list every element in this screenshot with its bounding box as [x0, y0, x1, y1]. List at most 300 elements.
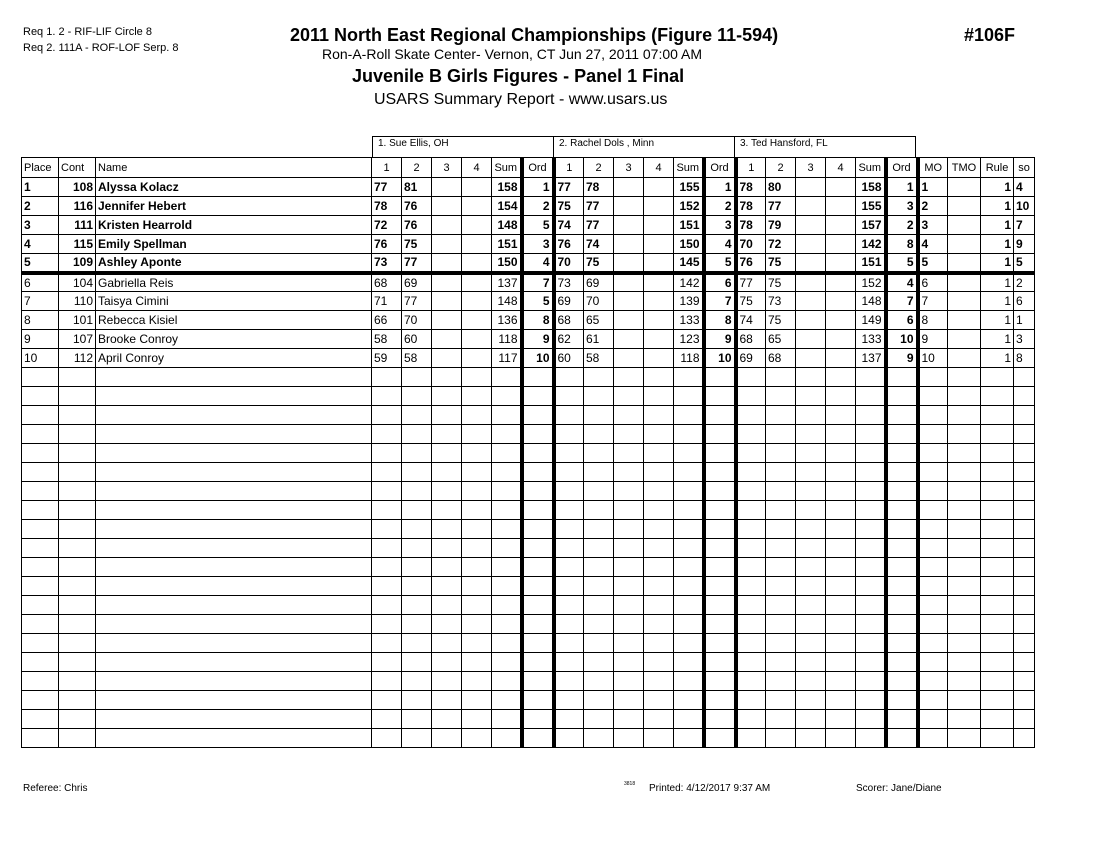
score-cell — [826, 311, 856, 330]
score-cell — [462, 596, 492, 615]
ordinal-cell: 10 — [704, 349, 736, 368]
score-cell — [826, 216, 856, 235]
sum-cell — [492, 539, 522, 558]
ordinal-cell — [704, 501, 736, 520]
score-cell — [372, 596, 402, 615]
sum-cell — [856, 672, 886, 691]
score-cell — [736, 501, 766, 520]
score-cell — [432, 197, 462, 216]
ordinal-cell: 7 — [522, 273, 554, 292]
score-cell — [736, 691, 766, 710]
sum-cell: 152 — [674, 197, 704, 216]
ordinal-cell — [886, 368, 918, 387]
score-cell — [462, 539, 492, 558]
skater-name-cell: April Conroy — [96, 349, 372, 368]
score-cell — [584, 710, 614, 729]
score-cell: 68 — [766, 349, 796, 368]
score-cell — [796, 729, 826, 748]
place-cell: 2 — [22, 197, 59, 216]
score-cell — [766, 729, 796, 748]
score-cell — [796, 710, 826, 729]
skater-name-cell — [96, 482, 372, 501]
score-cell — [736, 596, 766, 615]
so-cell — [1014, 558, 1035, 577]
ordinal-cell — [704, 672, 736, 691]
sum-cell — [492, 596, 522, 615]
score-cell: 77 — [402, 292, 432, 311]
column-header: Ord — [522, 158, 554, 178]
place-cell: 4 — [22, 235, 59, 254]
tmo-cell — [948, 387, 981, 406]
ordinal-cell: 4 — [886, 273, 918, 292]
score-cell — [614, 672, 644, 691]
skater-name-cell: Taisya Cimini — [96, 292, 372, 311]
score-cell — [584, 691, 614, 710]
score-cell: 58 — [402, 349, 432, 368]
score-cell: 74 — [584, 235, 614, 254]
score-cell — [554, 710, 584, 729]
score-cell — [554, 577, 584, 596]
mo-cell: 3 — [918, 216, 948, 235]
sum-cell — [492, 634, 522, 653]
sum-cell — [856, 653, 886, 672]
mo-cell — [918, 577, 948, 596]
score-cell — [614, 463, 644, 482]
tmo-cell — [948, 691, 981, 710]
skater-name-cell — [96, 729, 372, 748]
contestant-number-cell — [59, 615, 96, 634]
tmo-cell — [948, 311, 981, 330]
sum-cell — [674, 501, 704, 520]
score-cell — [432, 330, 462, 349]
score-cell — [554, 615, 584, 634]
ordinal-cell — [522, 501, 554, 520]
score-cell — [766, 691, 796, 710]
score-cell — [432, 254, 462, 273]
score-cell — [402, 482, 432, 501]
ordinal-cell — [886, 577, 918, 596]
sum-cell — [674, 634, 704, 653]
table-row — [22, 520, 1035, 539]
score-cell — [554, 444, 584, 463]
score-cell: 74 — [736, 311, 766, 330]
mo-cell — [918, 482, 948, 501]
rule-cell: 1 — [981, 254, 1014, 273]
sum-cell — [674, 615, 704, 634]
sum-cell — [492, 672, 522, 691]
score-cell — [372, 482, 402, 501]
score-cell — [462, 729, 492, 748]
score-cell — [614, 653, 644, 672]
score-cell — [372, 368, 402, 387]
column-header: 1 — [372, 158, 402, 178]
sum-cell — [492, 425, 522, 444]
score-cell — [614, 558, 644, 577]
score-cell — [432, 273, 462, 292]
column-header: 3 — [432, 158, 462, 178]
score-cell — [402, 558, 432, 577]
sum-cell — [856, 444, 886, 463]
ordinal-cell — [704, 558, 736, 577]
score-cell — [614, 368, 644, 387]
tmo-cell — [948, 463, 981, 482]
table-row — [22, 368, 1035, 387]
rule-cell — [981, 406, 1014, 425]
table-row — [22, 729, 1035, 748]
ordinal-cell: 5 — [704, 254, 736, 273]
score-cell — [796, 235, 826, 254]
place-cell — [22, 368, 59, 387]
ordinal-cell: 7 — [886, 292, 918, 311]
skater-name-cell — [96, 653, 372, 672]
sum-cell — [856, 368, 886, 387]
score-cell — [644, 330, 674, 349]
ordinal-cell: 5 — [522, 216, 554, 235]
score-cell — [462, 691, 492, 710]
sum-cell: 145 — [674, 254, 704, 273]
score-cell: 75 — [554, 197, 584, 216]
ordinal-cell — [704, 539, 736, 558]
score-cell — [432, 216, 462, 235]
place-cell — [22, 672, 59, 691]
score-cell — [584, 368, 614, 387]
score-cell — [614, 482, 644, 501]
score-cell — [462, 634, 492, 653]
score-cell — [402, 672, 432, 691]
score-cell: 60 — [554, 349, 584, 368]
score-cell — [462, 387, 492, 406]
score-cell — [766, 615, 796, 634]
score-cell — [826, 387, 856, 406]
sum-cell — [674, 406, 704, 425]
ordinal-cell — [522, 425, 554, 444]
score-cell — [614, 729, 644, 748]
score-cell: 77 — [584, 197, 614, 216]
judge-2-label: 2. Rachel Dols , Minn — [553, 136, 735, 157]
skater-name-cell: Gabriella Reis — [96, 273, 372, 292]
mo-cell: 6 — [918, 273, 948, 292]
score-cell — [796, 349, 826, 368]
score-cell — [826, 615, 856, 634]
sum-cell — [674, 558, 704, 577]
ordinal-cell — [522, 672, 554, 691]
place-cell — [22, 691, 59, 710]
score-cell — [462, 349, 492, 368]
score-cell — [644, 501, 674, 520]
so-cell: 10 — [1014, 197, 1035, 216]
table-row — [22, 615, 1035, 634]
column-header: Rule — [981, 158, 1014, 178]
score-cell: 76 — [554, 235, 584, 254]
ordinal-cell — [522, 577, 554, 596]
score-cell — [614, 596, 644, 615]
column-header: 1 — [736, 158, 766, 178]
sum-cell: 152 — [856, 273, 886, 292]
score-cell — [826, 577, 856, 596]
score-cell — [402, 577, 432, 596]
rule-cell — [981, 577, 1014, 596]
score-cell — [462, 406, 492, 425]
score-cell — [644, 539, 674, 558]
sum-cell — [492, 387, 522, 406]
ordinal-cell — [886, 596, 918, 615]
so-cell — [1014, 406, 1035, 425]
score-cell — [462, 615, 492, 634]
score-cell — [462, 558, 492, 577]
contestant-number-cell — [59, 444, 96, 463]
ordinal-cell — [886, 482, 918, 501]
mo-cell: 1 — [918, 178, 948, 197]
score-cell — [826, 197, 856, 216]
score-cell: 65 — [584, 311, 614, 330]
score-cell — [796, 292, 826, 311]
score-cell — [796, 615, 826, 634]
sum-cell — [856, 482, 886, 501]
score-cell: 77 — [584, 216, 614, 235]
rule-cell — [981, 634, 1014, 653]
ordinal-cell — [522, 539, 554, 558]
score-cell — [826, 463, 856, 482]
table-row — [22, 710, 1035, 729]
place-cell — [22, 710, 59, 729]
ordinal-cell: 2 — [522, 197, 554, 216]
ordinal-cell — [886, 463, 918, 482]
score-cell — [766, 558, 796, 577]
table-row — [22, 387, 1035, 406]
contestant-number-cell — [59, 482, 96, 501]
score-cell — [736, 387, 766, 406]
score-cell — [462, 311, 492, 330]
score-cell — [372, 558, 402, 577]
sum-cell — [492, 577, 522, 596]
ordinal-cell — [522, 368, 554, 387]
table-row — [22, 596, 1035, 615]
score-cell — [432, 691, 462, 710]
score-cell — [554, 634, 584, 653]
sum-cell — [856, 691, 886, 710]
mo-cell — [918, 425, 948, 444]
sum-cell — [674, 539, 704, 558]
tmo-cell — [948, 577, 981, 596]
sum-cell: 148 — [856, 292, 886, 311]
contestant-number-cell: 111 — [59, 216, 96, 235]
rule-cell — [981, 672, 1014, 691]
contestant-number-cell: 115 — [59, 235, 96, 254]
rule-cell — [981, 596, 1014, 615]
mo-cell — [918, 691, 948, 710]
rule-cell: 1 — [981, 216, 1014, 235]
score-cell: 72 — [766, 235, 796, 254]
tmo-cell — [948, 178, 981, 197]
score-cell — [736, 577, 766, 596]
mo-cell — [918, 444, 948, 463]
score-cell — [372, 634, 402, 653]
score-cell: 75 — [766, 254, 796, 273]
table-row — [22, 501, 1035, 520]
column-header: 1 — [554, 158, 584, 178]
sum-cell: 118 — [492, 330, 522, 349]
so-cell — [1014, 463, 1035, 482]
score-cell — [584, 653, 614, 672]
score-cell: 74 — [554, 216, 584, 235]
contestant-number-cell — [59, 653, 96, 672]
ordinal-cell — [704, 729, 736, 748]
score-cell — [432, 368, 462, 387]
score-cell — [554, 482, 584, 501]
ordinal-cell: 3 — [522, 235, 554, 254]
score-cell — [432, 349, 462, 368]
contestant-number-cell: 110 — [59, 292, 96, 311]
sum-cell — [856, 406, 886, 425]
skater-name-cell: Jennifer Hebert — [96, 197, 372, 216]
sum-cell — [492, 710, 522, 729]
mo-cell — [918, 558, 948, 577]
score-cell — [554, 463, 584, 482]
ordinal-cell — [522, 691, 554, 710]
sum-cell: 137 — [492, 273, 522, 292]
score-cell — [432, 501, 462, 520]
contestant-number-cell: 104 — [59, 273, 96, 292]
score-cell — [402, 520, 432, 539]
ordinal-cell — [886, 406, 918, 425]
score-cell — [766, 406, 796, 425]
judge-3-label: 3. Ted Hansford, FL — [734, 136, 916, 157]
sum-cell — [856, 710, 886, 729]
sum-cell — [492, 501, 522, 520]
sum-cell: 136 — [492, 311, 522, 330]
table-row — [22, 292, 1035, 311]
score-cell — [372, 577, 402, 596]
column-header: Cont — [59, 158, 96, 178]
ordinal-cell — [886, 729, 918, 748]
ordinal-cell: 6 — [886, 311, 918, 330]
ordinal-cell: 10 — [522, 349, 554, 368]
score-cell — [826, 406, 856, 425]
score-cell — [766, 368, 796, 387]
score-cell — [826, 691, 856, 710]
ordinal-cell: 2 — [886, 216, 918, 235]
score-cell: 75 — [402, 235, 432, 254]
sum-cell: 151 — [674, 216, 704, 235]
ordinal-cell — [886, 653, 918, 672]
score-cell — [644, 634, 674, 653]
ordinal-cell: 1 — [522, 178, 554, 197]
score-cell — [614, 349, 644, 368]
score-cell — [644, 653, 674, 672]
score-cell — [372, 729, 402, 748]
place-cell — [22, 463, 59, 482]
score-cell — [644, 387, 674, 406]
skater-name-cell — [96, 539, 372, 558]
report-subtitle: USARS Summary Report - www.usars.us — [374, 91, 668, 108]
score-cell: 75 — [736, 292, 766, 311]
sum-cell — [674, 425, 704, 444]
score-cell — [372, 425, 402, 444]
rule-cell — [981, 653, 1014, 672]
score-cell — [462, 292, 492, 311]
rule-cell — [981, 387, 1014, 406]
score-cell: 80 — [766, 178, 796, 197]
print-code: 3818 — [624, 781, 636, 787]
place-cell — [22, 558, 59, 577]
score-cell — [644, 425, 674, 444]
score-cell: 77 — [736, 273, 766, 292]
so-cell — [1014, 672, 1035, 691]
score-cell — [614, 444, 644, 463]
score-cell — [614, 710, 644, 729]
score-cell — [462, 577, 492, 596]
score-cell — [796, 596, 826, 615]
mo-cell — [918, 634, 948, 653]
contestant-number-cell — [59, 634, 96, 653]
score-cell — [614, 216, 644, 235]
score-cell — [736, 558, 766, 577]
score-cell — [644, 349, 674, 368]
sum-cell: 123 — [674, 330, 704, 349]
so-cell: 9 — [1014, 235, 1035, 254]
score-cell — [584, 482, 614, 501]
ordinal-cell: 9 — [886, 349, 918, 368]
sum-cell — [674, 672, 704, 691]
rule-cell — [981, 463, 1014, 482]
score-cell — [796, 254, 826, 273]
score-cell — [584, 444, 614, 463]
skater-name-cell — [96, 368, 372, 387]
so-cell — [1014, 520, 1035, 539]
event-name: Juvenile B Girls Figures - Panel 1 Final — [352, 66, 685, 86]
contestant-number-cell — [59, 596, 96, 615]
mo-cell: 2 — [918, 197, 948, 216]
score-cell: 81 — [402, 178, 432, 197]
score-cell — [432, 406, 462, 425]
mo-cell: 4 — [918, 235, 948, 254]
score-cell — [766, 596, 796, 615]
score-cell — [826, 539, 856, 558]
sum-cell — [674, 729, 704, 748]
rule-cell: 1 — [981, 235, 1014, 254]
place-cell — [22, 615, 59, 634]
sum-cell: 148 — [492, 216, 522, 235]
score-cell — [826, 520, 856, 539]
ordinal-cell — [704, 425, 736, 444]
score-cell — [584, 596, 614, 615]
sum-cell: 133 — [674, 311, 704, 330]
score-cell — [614, 539, 644, 558]
score-cell — [402, 425, 432, 444]
score-cell — [554, 368, 584, 387]
skater-name-cell: Alyssa Kolacz — [96, 178, 372, 197]
score-cell — [736, 729, 766, 748]
score-cell — [372, 710, 402, 729]
sum-cell: 158 — [492, 178, 522, 197]
ordinal-cell — [886, 672, 918, 691]
score-cell: 78 — [736, 216, 766, 235]
score-cell — [554, 501, 584, 520]
score-cell — [826, 273, 856, 292]
sum-cell — [492, 368, 522, 387]
judge-1-label: 1. Sue Ellis, OH — [372, 136, 554, 157]
ordinal-cell: 6 — [704, 273, 736, 292]
score-cell — [554, 729, 584, 748]
score-cell — [372, 501, 402, 520]
score-cell — [462, 463, 492, 482]
column-header-row — [22, 158, 1035, 178]
score-cell — [796, 311, 826, 330]
score-cell — [614, 273, 644, 292]
score-cell: 65 — [766, 330, 796, 349]
score-cell — [614, 292, 644, 311]
sum-cell — [492, 444, 522, 463]
